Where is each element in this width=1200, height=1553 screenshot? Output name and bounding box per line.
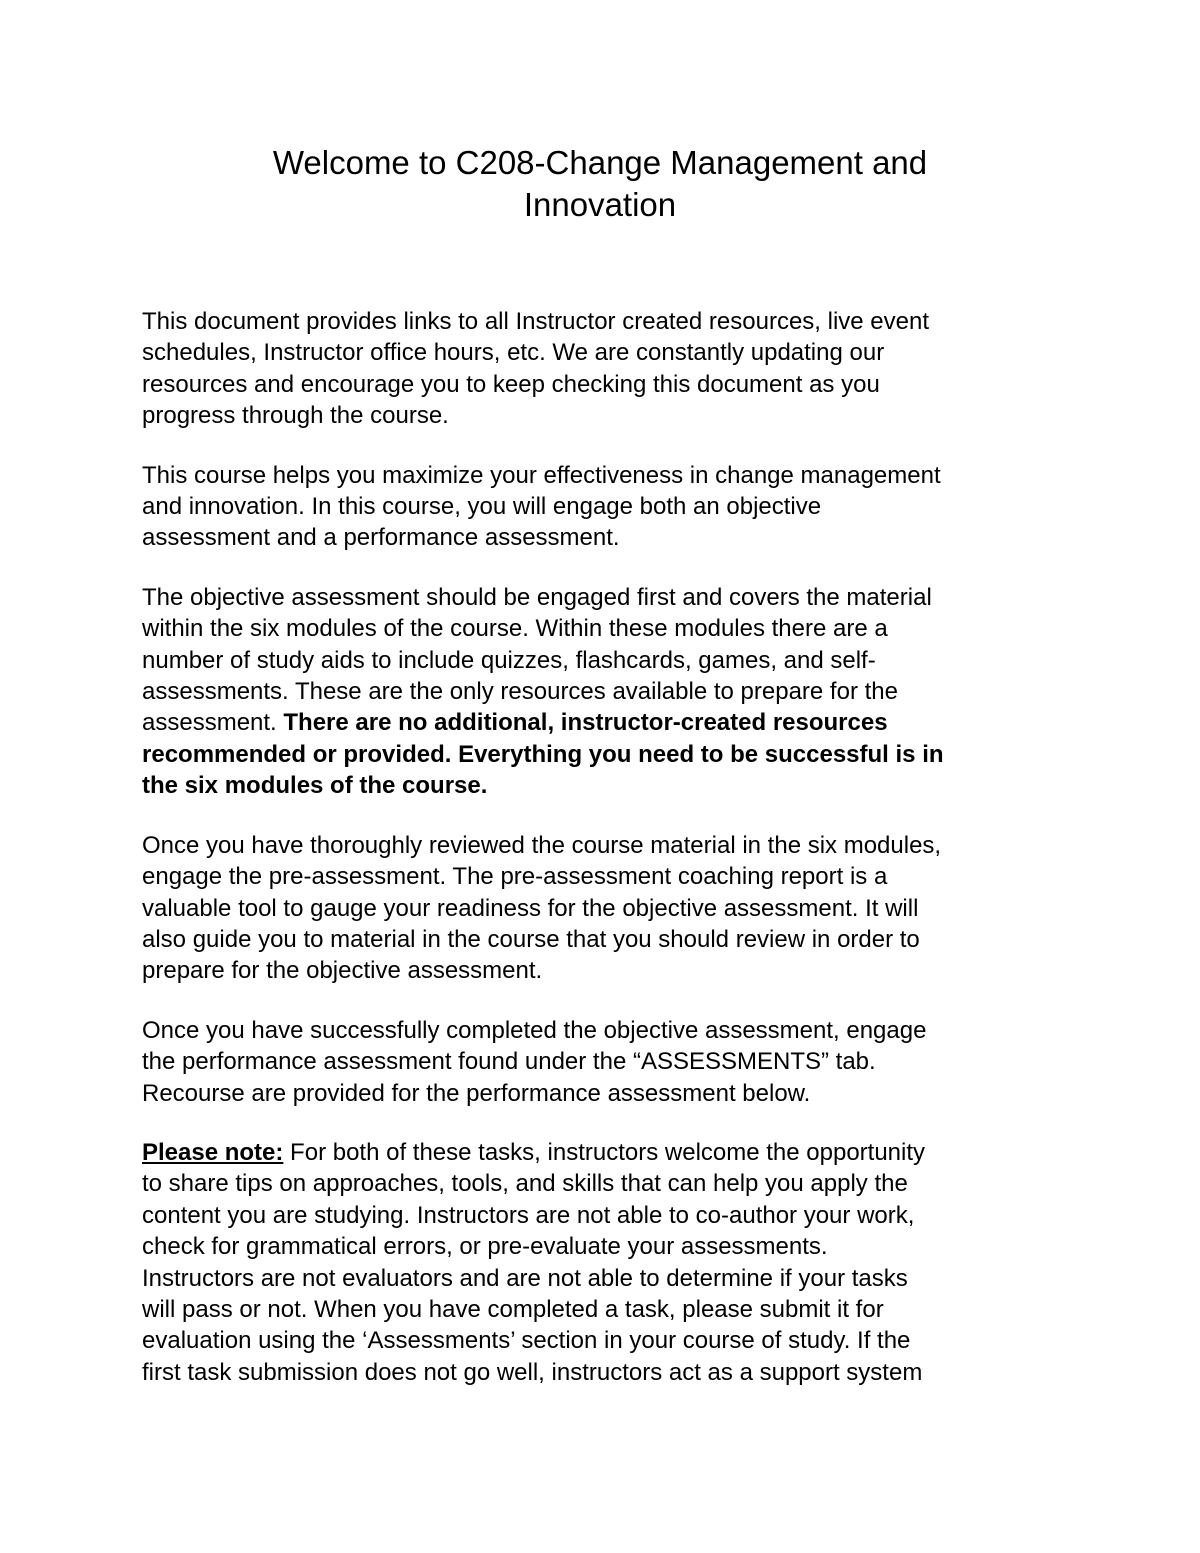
pre-assessment-paragraph: Once you have thoroughly reviewed the course material in the six modules, engage the pre-assessment. The pre-assessment coaching report is a valuable tool to gauge your readiness for the objective assessment. It will also guide you to material in the course that you should review in order to prepare for the objective assessment. (142, 831, 942, 985)
title-line-2: Innovation (523, 186, 677, 223)
objective-assessment-text: The objective assessment should be engaged first and covers the material within the six modules of the course. Within these modules there are a number of study aids to include quizzes, flashcards, games, and self- assessments. These are the only resources available to prepare for the assessment. (142, 583, 932, 737)
intro-paragraph: This document provides links to all Instructor created resources, live event schedules, Instructor office hours, etc. We are constantly updating our resources and encourage you to keep checking this document as you progress through the course. (142, 308, 930, 430)
document-body (142, 306, 1072, 1416)
course-overview-paragraph: This course helps you maximize your effectiveness in change management and innovation. In this course, you will engage both an objective assessment and a performance assessment. (142, 461, 941, 552)
no-additional-resources-notice: There are no additional, instructor-created resources recommended or provided. Everything you need to be successful is in the six modules of the course. (142, 709, 944, 800)
objective-assessment-paragraph (142, 582, 1072, 802)
please-note-label: Please note: (142, 1138, 284, 1166)
please-note-paragraph (142, 1137, 1072, 1388)
title-line-1: Welcome to C208-Change Management and (272, 144, 928, 181)
performance-assessment-paragraph: Once you have successfully completed the objective assessment, engage the performance assessment found under the “ASSESSMENTS” tab. Recourse are provided for the performance assessment below. (142, 1016, 927, 1107)
document-title (0, 142, 1200, 226)
please-note-text: For both of these tasks, instructors welcome the opportunity to share tips on approaches, tools, and skills that can help you apply the content you are studying. Instructors are not able to co-author your work, check for grammatical errors, or pre-evaluate your assessments. Instructors are not evaluators and are not able to determine if your tasks will pass or not. When you have completed a task, please submit it for evaluation using the ‘Assessments’ section in your course of study. If the first task submission does not go well, instructors act as a support system (142, 1138, 926, 1386)
